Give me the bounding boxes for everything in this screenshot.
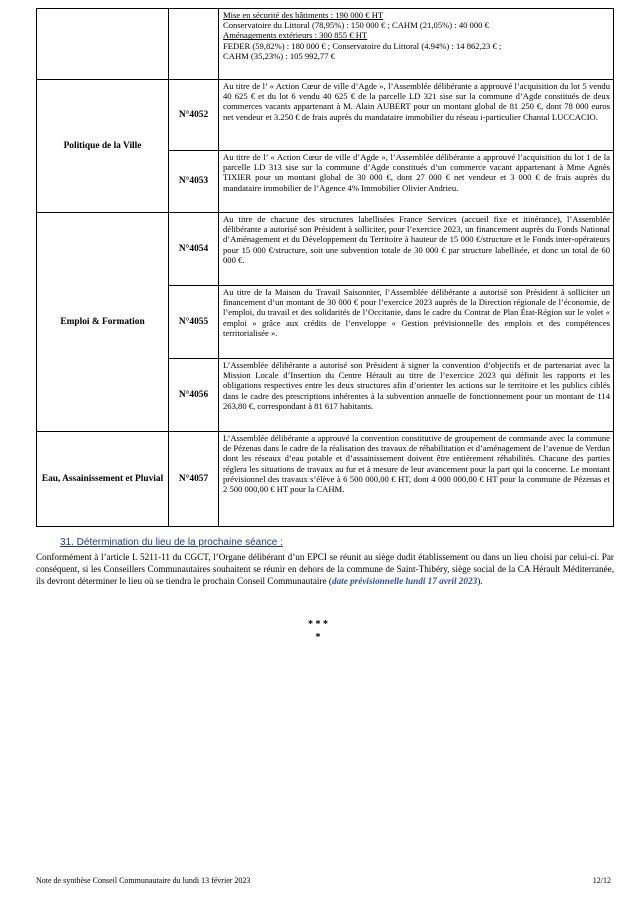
deliberations-table bbox=[36, 8, 614, 527]
deliberation-text: Au titre de l’ « Action Cœur de ville d’Agde », l’Assemblée délibérante a approuvé l’acquisition du lot 1 de la parcelle LD 313 sise sur la commune d’Agde constitués d’un commerce vacant appartenant à Mme Agnès TIXIER pour un montant global de 30 000 €, dont 27 000 € net vendeur et 3 000 € de frais auprès du mandataire immobilier de l’Agence 4% Immobilier Olivier Andrieu. bbox=[219, 151, 614, 213]
deliberation-number: N°4054 bbox=[169, 213, 219, 286]
number-cell-empty bbox=[169, 9, 219, 80]
funding-heading: Aménagements extérieurs : 300 855 € HT bbox=[223, 30, 368, 41]
separator-star: * bbox=[315, 632, 321, 643]
deliberation-text: L’Assemblée délibérante a approuvé la convention constitutive de groupement de commande avec la commune de Pézenas dans le cadre de la réalisation des travaux de réhabilitation et d’aménagement de l’avenue de Verdun dont les réseaux d’eau potable et d’assainissement doivent être entièrement réhabilités. Chacune des parties réglera les situations de travaux au fur et à mesure de leur avancement pour la part qui la concerne. Le montant prévisionnel des travaux s’élève à 6 500 000,00 € HT, dont 4 000 000,00 € HT pour la commune de Pézenas et 2 500 000,00 € HT pour la CAHM. bbox=[219, 432, 614, 527]
deliberation-text: Au titre de chacune des structures labellisées France Services (accueil fixe et itinérance), l’Assemblée délibérante a autorisé son Président à solliciter, pour l’exercice 2023, un financement auprès du Fonds National d’Aménagement et du Développement du Territoire à hauteur de 15 000 €/structure et le Fonds inter-opérateurs pour 15 000 €/structure, soit une subvention totale de 30 000 € par structure labellisée, et donc un total de 60 000 €. bbox=[219, 213, 614, 286]
separator-stars: * * * bbox=[308, 619, 328, 630]
deliberation-number: N°4052 bbox=[169, 80, 219, 151]
footer-title: Note de synthèse Conseil Communautaire du lundi 13 février 2023 bbox=[36, 876, 251, 885]
theme-cell-empty bbox=[37, 9, 169, 80]
theme-cell: Eau, Assainissement et Pluvial bbox=[37, 432, 169, 527]
funding-heading: Mise en sécurité des bâtiments : 190 000 € HT bbox=[223, 10, 384, 20]
paragraph-closing: ). bbox=[477, 576, 483, 586]
page-number: 12/12 bbox=[592, 876, 611, 885]
theme-cell: Emploi & Formation bbox=[37, 213, 169, 432]
paragraph-text: Conformément à l’article L 5211-11 du CGCT, l’Organe délibérant d’un EPCI se réunit au siège dudit établissement ou dans un lieu choisi par celui-ci. Par conséquent, si les Conseillers Communautaires souhaitent se réunir en dehors de la commune de Saint-Thibéry, siège social de la CA Hérault Méditerranée, ils devront déterminer le lieu où se tiendra le prochain Conseil Communautaire ( bbox=[36, 552, 614, 586]
theme-cell: Politique de la Ville bbox=[37, 80, 169, 213]
deliberation-number: N°4057 bbox=[169, 432, 219, 527]
table-row bbox=[37, 213, 614, 286]
funding-line: Conservatoire du Littoral (78,95%) : 150 000 € ; CAHM (21,05%) : 40 000 € bbox=[223, 20, 489, 31]
deliberation-number: N°4053 bbox=[169, 151, 219, 213]
page-footer bbox=[36, 876, 611, 885]
table-row bbox=[37, 80, 614, 151]
deliberation-number: N°4056 bbox=[169, 359, 219, 432]
description-cell bbox=[219, 9, 614, 80]
table-row bbox=[37, 432, 614, 527]
funding-line: CAHM (35,23%) : 105 992,77 € bbox=[223, 50, 335, 61]
table-row bbox=[37, 9, 614, 80]
deliberation-text: L’Assemblée délibérante a autorisé son Président à signer la convention d’objectifs et de partenariat avec la Mission Locale d’Insertion du Centre Hérault au titre de l’exercice 2023 qui définit les rapports et les obligations respectives entre les deux structures afin d’orienter les actions sur le territoire et les publics ciblés dans le cadre des prescriptions inhérentes à la subvention annuelle de fonctionnement pour un montant de 114 263,80 €, correspondant à 81 617 habitants. bbox=[219, 359, 614, 432]
funding-line: FEDER (59,82%) : 180 000 € ; Conservatoire du Littoral (4.94%) : 14 862,23 € ; bbox=[223, 40, 502, 51]
deliberation-text: Au titre de la Maison du Travail Saisonnier, l’Assemblée délibérante a autorisé son Président à solliciter un financement d’un montant de 30 000 € pour l’exercice 2023 auprès de la Direction régionale de l’économie, de l’emploi, du travail et des solidarités de l’Occitanie, dans le cadre du Contrat de Plan État-Région sur le volet « emploi » grâce aux crédits de l’enveloppe « Gestion prévisionnelle des emplois et des compétences territorialisée ». bbox=[219, 286, 614, 359]
deliberation-text: Au titre de l’ « Action Cœur de ville d’Agde », l’Assemblée délibérante a approuvé l’acquisition du lot 5 vendu 40 625 € et du lot 6 vendu 40 625 € de la parcelle LD 321 sise sur la commune d’Agde constitués de deux commerces vacants appartenant à M. Alain AUBERT pour un montant global de 81 250 €, dont 78 000 euros net vendeur et 3.250 € de frais auprès du mandataire immobilier du réseau i-particulier Chantal LUCCACIO. bbox=[219, 80, 614, 151]
section-heading: 31. Détermination du lieu de la prochaine séance : bbox=[60, 537, 283, 548]
section-paragraph bbox=[36, 551, 614, 587]
planned-date: date prévisionnelle lundi 17 avril 2023 bbox=[331, 576, 478, 586]
deliberation-number: N°4055 bbox=[169, 286, 219, 359]
